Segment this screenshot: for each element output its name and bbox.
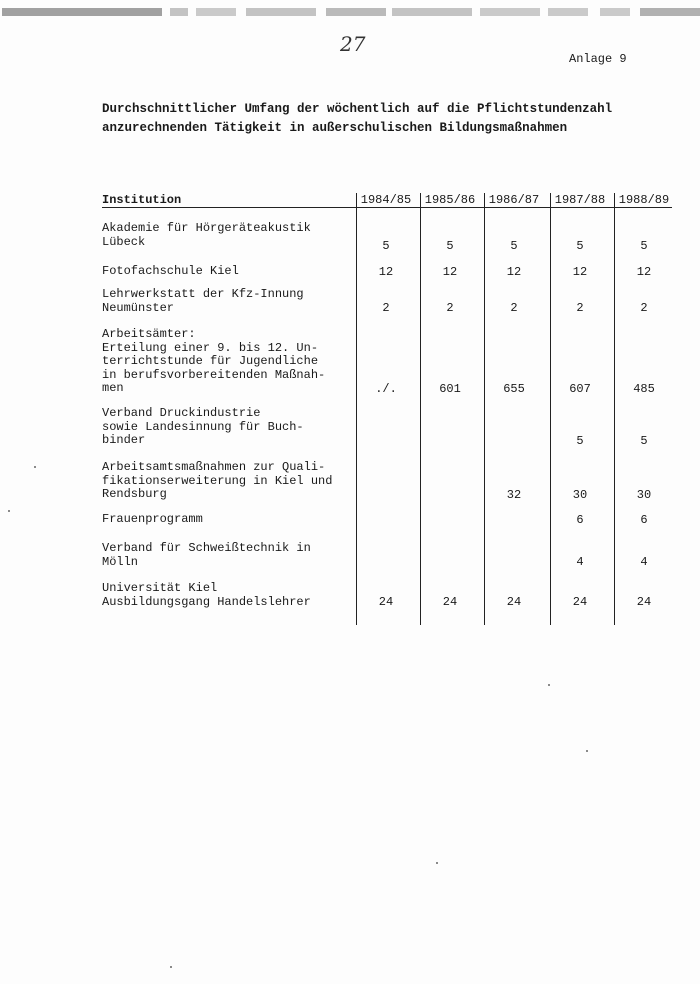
value-cell: ./. <box>375 382 397 396</box>
value-cell: 24 <box>636 595 652 609</box>
scan-speck <box>436 862 438 864</box>
scan-speck <box>170 966 172 968</box>
value-cell: 601 <box>439 382 461 396</box>
column-separator <box>484 193 485 625</box>
value-cell: 2 <box>640 301 648 315</box>
scan-speck <box>586 750 588 752</box>
institution-name: Verband für Schweißtechnik in Mölln <box>102 541 311 569</box>
value-cell: 5 <box>510 239 518 253</box>
value-cell: 2 <box>510 301 518 315</box>
institution-name: Akademie für Hörgeräteakustik Lübeck <box>102 221 311 249</box>
annex-label: Anlage 9 <box>569 52 627 66</box>
header-year: 1986/87 <box>488 193 540 207</box>
value-cell: 24 <box>572 595 588 609</box>
institution-name: Arbeitsamtsmaßnahmen zur Quali- fikationserweiterung in Kiel und Rendsburg <box>102 460 333 501</box>
value-cell: 12 <box>636 265 652 279</box>
column-separator <box>420 193 421 625</box>
institution-name: Universität Kiel Ausbildungsgang Handelslehrer <box>102 581 311 609</box>
institution-name: Verband Druckindustrie sowie Landesinnung für Buch- binder <box>102 406 304 447</box>
value-cell: 24 <box>378 595 394 609</box>
value-cell: 5 <box>640 434 648 448</box>
document-title <box>102 100 662 138</box>
header-year: 1985/86 <box>424 193 476 207</box>
title-line-1: Durchschnittlicher Umfang der wöchentlich auf die Pflichtstundenzahl <box>102 102 613 116</box>
header-year: 1988/89 <box>618 193 670 207</box>
value-cell: 12 <box>378 265 394 279</box>
title-line-2: anzurechnenden Tätigkeit in außerschulischen Bildungsmaßnahmen <box>102 121 568 135</box>
value-cell: 2 <box>446 301 454 315</box>
scan-speck <box>34 466 36 468</box>
institution-name: Arbeitsämter: Erteilung einer 9. bis 12. Un- terrichtstunde für Jugendliche in berufsvorbereitenden Maßnah- men <box>102 327 326 395</box>
value-cell: 12 <box>506 265 522 279</box>
value-cell: 485 <box>633 382 655 396</box>
value-cell: 4 <box>576 555 584 569</box>
value-cell: 5 <box>576 434 584 448</box>
value-cell: 2 <box>382 301 390 315</box>
value-cell: 30 <box>572 488 588 502</box>
institution-name: Fotofachschule Kiel <box>102 264 239 278</box>
institution-name: Lehrwerkstatt der Kfz-Innung Neumünster <box>102 287 304 315</box>
value-cell: 5 <box>382 239 390 253</box>
value-cell: 24 <box>442 595 458 609</box>
handwritten-page-number: 27 <box>340 32 366 56</box>
value-cell: 12 <box>572 265 588 279</box>
value-cell: 30 <box>636 488 652 502</box>
value-cell: 5 <box>576 239 584 253</box>
value-cell: 2 <box>576 301 584 315</box>
scan-noise-strip <box>0 0 700 26</box>
value-cell: 6 <box>640 513 648 527</box>
scan-speck <box>548 684 550 686</box>
header-rule <box>102 207 672 208</box>
value-cell: 6 <box>576 513 584 527</box>
header-year: 1984/85 <box>360 193 412 207</box>
value-cell: 24 <box>506 595 522 609</box>
header-year: 1987/88 <box>554 193 606 207</box>
value-cell: 32 <box>506 488 522 502</box>
value-cell: 4 <box>640 555 648 569</box>
value-cell: 12 <box>442 265 458 279</box>
value-cell: 655 <box>503 382 525 396</box>
scan-speck <box>8 510 10 512</box>
value-cell: 5 <box>446 239 454 253</box>
value-cell: 607 <box>569 382 591 396</box>
value-cell: 5 <box>640 239 648 253</box>
header-institution: Institution <box>102 193 182 207</box>
institution-name: Frauenprogramm <box>102 512 203 526</box>
